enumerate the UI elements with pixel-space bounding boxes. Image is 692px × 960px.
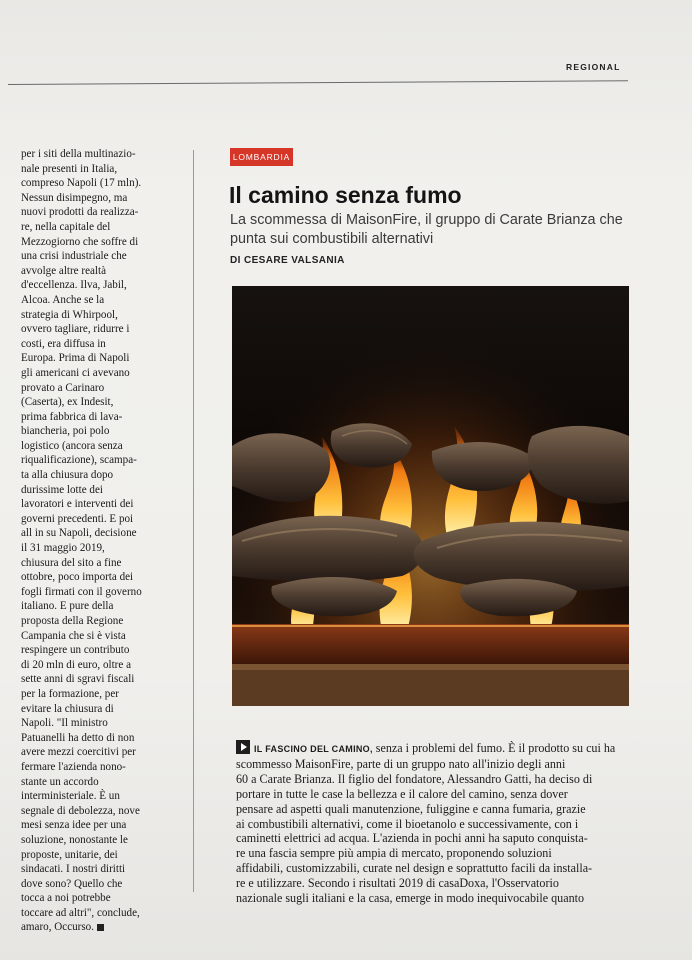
left-column-line: italiano. E pure della <box>21 600 114 613</box>
left-column-line: (Caserta), ex Indesit, <box>21 396 114 409</box>
left-column-line: soluzione, nonostante le <box>21 833 128 846</box>
left-column-line: logistico (ancora senza <box>21 439 123 452</box>
left-column-text <box>21 147 163 935</box>
play-icon <box>236 740 250 754</box>
body-line-text: senza i problemi del fumo. È il prodotto su cui ha <box>372 741 616 755</box>
left-column-line: chiusura del sito a fine <box>21 556 122 569</box>
article-body <box>236 740 636 906</box>
left-column-line: ta alla chiusura dopo <box>21 469 114 482</box>
left-column-line: costi, era diffusa in <box>21 337 106 350</box>
left-column-line: Europa. Prima di Napoli <box>21 352 130 365</box>
left-column-line: lavoratori e interventi dei <box>21 498 134 511</box>
lead-label: IL FASCINO DEL CAMINO, <box>254 744 373 754</box>
left-column-line: proposta della Regione <box>21 615 124 627</box>
left-column-line: amaro, Occurso. <box>21 920 163 935</box>
left-column-line: biancheria, poi polo <box>21 425 110 438</box>
body-line <box>236 740 636 757</box>
left-column-line: per i siti della multinazio- <box>21 148 136 160</box>
left-column-line: toccare ad altri", conclude, <box>21 906 140 919</box>
left-column-line: una crisi industriale che <box>21 250 127 263</box>
left-column-line: sette anni di sgravi fiscali <box>21 673 135 686</box>
body-line: affidabili, customizzabili, curate nel design e soprattutto facili da installa- <box>236 861 593 876</box>
left-column-line: governi precedenti. E poi <box>21 512 134 525</box>
left-column-line: Campania che si è vista <box>21 629 126 642</box>
left-column-line: stante un accordo <box>21 775 99 788</box>
left-column-line: Napoli. "Il ministro <box>21 717 108 730</box>
left-column-line: avere mezzi coercitivi per <box>21 746 136 759</box>
left-column-line: dove sono? Quello che <box>21 877 123 890</box>
left-column-line: mesi senza idee per una <box>21 819 127 832</box>
left-column-line: gli americani ci avevano <box>21 366 130 379</box>
left-column-line: Nessun disimpegno, ma <box>21 191 128 204</box>
body-line: portare in tutte le case la bellezza e il calore del camino, senza dover <box>236 786 568 801</box>
left-column-line: di 20 mln di euro, oltre a <box>21 658 131 671</box>
left-column-line: segnale di debolezza, nove <box>21 804 140 817</box>
left-column-line: riqualificazione), scampa- <box>21 454 137 467</box>
left-column-line: re, nella capitale del <box>21 220 111 233</box>
article-title: Il camino senza fumo <box>229 182 462 208</box>
left-column-line: tocca a noi potrebbe <box>21 892 111 905</box>
section-label: REGIONAL <box>566 62 621 72</box>
left-column-line: evitare la chiusura di <box>21 702 114 715</box>
body-line: ai combustibili alternativi, come il bioetanolo e successivamente, con i <box>236 816 579 831</box>
left-column-line: durissime lotte dei <box>21 483 103 496</box>
left-column-line: ovvero tagliare, ridurre i <box>21 323 130 336</box>
left-column-line: nale presenti in Italia, <box>21 162 118 175</box>
body-line: pensare ad aspetti quali manutenzione, fuliggine e canna fumaria, grazie <box>236 801 586 816</box>
left-column-line: nuovi prodotti da realizza- <box>21 206 139 219</box>
body-line: scommesso MaisonFire, parte di un gruppo nato all'inizio degli anni <box>236 756 566 771</box>
left-column-line: proposte, unitarie, dei <box>21 848 118 861</box>
left-column-line: per la formazione, per <box>21 687 119 700</box>
fireplace-photo <box>232 286 629 706</box>
left-column-line: prima fabbrica di lava- <box>21 410 123 423</box>
left-column-line: il 31 maggio 2019, <box>21 542 105 555</box>
left-column-line: fermare l'azienda nono- <box>21 760 126 773</box>
left-column-line: d'eccellenza. Ilva, Jabil, <box>21 279 127 292</box>
column-divider <box>193 150 194 892</box>
header-rule <box>8 80 628 85</box>
left-column-line: sindacati. I nostri diritti <box>21 863 126 876</box>
left-column-line: compreso Napoli (17 mln). <box>21 177 142 190</box>
left-column-line: respingere un contributo <box>21 644 130 657</box>
fireplace-illustration <box>232 286 629 706</box>
region-tag: LOMBARDIA <box>230 148 293 166</box>
body-line: nazionale sugli italiani e la casa, emerge in modo inequivocabile quanto <box>236 891 585 906</box>
left-column-line: provato a Carinaro <box>21 381 105 394</box>
body-line: caminetti elettrici ad acqua. L'azienda in pochi anni ha saputo conquista- <box>236 831 588 846</box>
article-subtitle: La scommessa di MaisonFire, il gruppo di Carate Brianza che punta sui combustibili alternativi <box>230 212 623 247</box>
body-line: re una fascia sempre più ampia di mercato, proponendo soluzioni <box>236 846 552 861</box>
left-column-line: avvolge altre realtà <box>21 264 107 277</box>
left-column-line: strategia di Whirpool, <box>21 308 118 321</box>
left-column-line: Mezzogiorno che soffre di <box>21 235 139 248</box>
left-column-line: fogli firmati con il governo <box>21 585 142 598</box>
left-column-line: interministeriale. È un <box>21 790 120 803</box>
left-column-line: ottobre, poco importa dei <box>21 571 134 584</box>
body-line: 60 a Carate Brianza. Il figlio del fondatore, Alessandro Gatti, ha deciso di <box>236 771 593 786</box>
article-byline: DI CESARE VALSANIA <box>230 255 345 266</box>
left-column-line: all in su Napoli, decisione <box>21 527 137 540</box>
body-line: re e utilizzare. Secondo i risultati 2019 di casaDoxa, l'Osservatorio <box>236 876 559 891</box>
left-column-line: Patuanelli ha detto di non <box>21 731 135 744</box>
article-end-mark <box>97 924 104 931</box>
left-column-line: Alcoa. Anche se la <box>21 293 105 306</box>
